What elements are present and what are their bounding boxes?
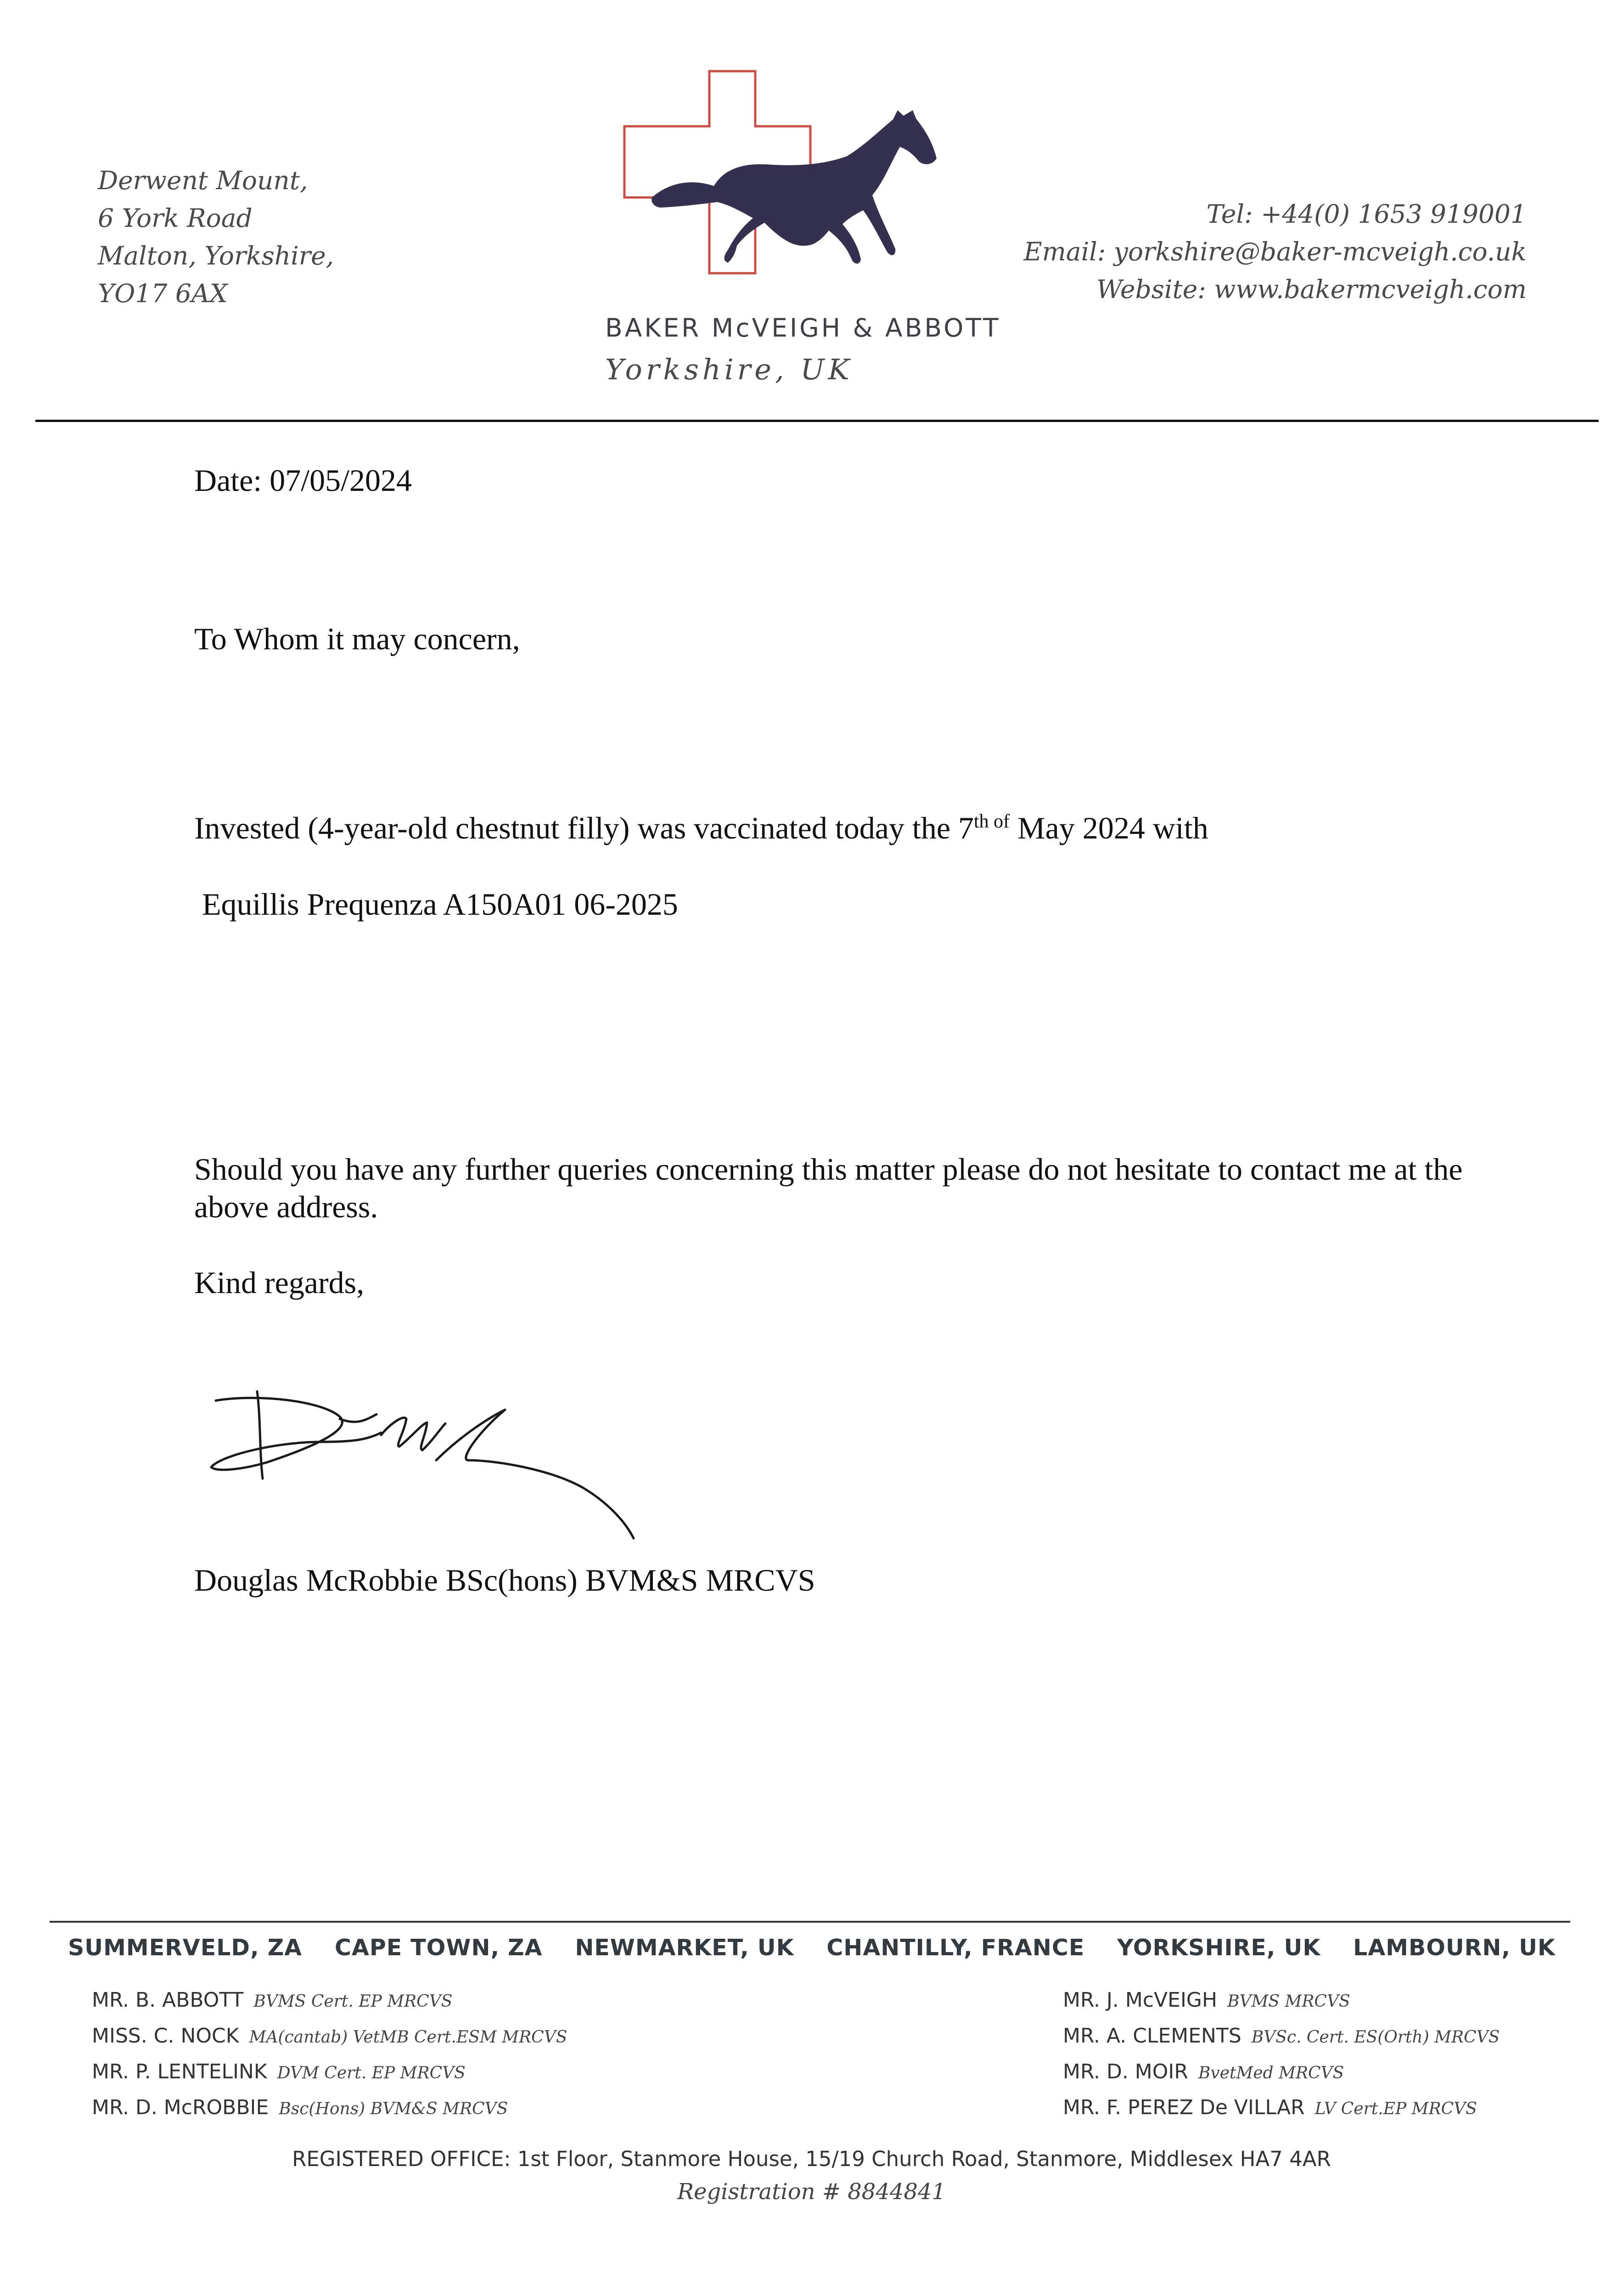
vet-entry [92,2019,567,2054]
signature-icon [202,1373,707,1557]
horse-cross-logo-icon [615,64,983,285]
vet-name: MR. B. ABBOTT [92,1988,244,2012]
vet-entry [92,1983,567,2019]
registration-number: Registration # 8844841 [677,2179,946,2205]
vet-name: MR. P. LENTELINK [92,2060,267,2083]
vaccination-statement [194,809,1208,847]
vet-qualifications: LV Cert.EP MRCVS [1314,2099,1477,2118]
vet-name: MR. D. MOIR [1063,2060,1188,2083]
vets-list-right [1063,1983,1499,2126]
address-line: Derwent Mount, [98,166,308,195]
address-line: YO17 6AX [98,279,228,308]
vet-entry [1063,2054,1499,2090]
vet-qualifications: Bsc(Hons) BVM&S MRCVS [279,2099,508,2118]
location-item: SUMMERVELD, ZA [68,1935,303,1961]
location-item: CAPE TOWN, ZA [334,1935,543,1961]
horse-icon [651,110,937,264]
vets-list-left [92,1983,567,2126]
letter-closing: Kind regards, [194,1265,365,1300]
location-item: YORKSHIRE, UK [1117,1935,1321,1961]
location-item: LAMBOURN, UK [1353,1935,1556,1961]
brand-name: BAKER McVEIGH & ABBOTT [605,313,1001,343]
footer-divider [50,1921,1570,1923]
address-line: Malton, Yorkshire, [98,241,334,270]
address-line: 6 York Road [98,203,253,233]
vet-qualifications: BVSc. Cert. ES(Orth) MRCVS [1251,2028,1500,2047]
location-item: NEWMARKET, UK [575,1935,794,1961]
vet-name: MISS. C. NOCK [92,2024,239,2048]
vet-name: MR. F. PEREZ De VILLAR [1063,2096,1305,2119]
registered-office: REGISTERED OFFICE: 1st Floor, Stanmore House, 15/19 Church Road, Stanmore, Middlesex HA7 4AR [292,2147,1331,2171]
location-item: CHANTILLY, FRANCE [826,1935,1085,1961]
vet-entry [1063,2090,1499,2126]
vet-entry [92,2090,567,2126]
vet-name: MR. D. McROBBIE [92,2096,269,2119]
queries-paragraph: Should you have any further queries concerning this matter please do not hesitate to contact me at the above address. [194,1152,1463,1224]
office-locations [68,1935,1556,1961]
contact-website: Website: www.bakermcveigh.com [1096,275,1527,304]
vet-qualifications: MA(cantab) VetMB Cert.ESM MRCVS [249,2028,567,2047]
vaccination-text-start: Invested (4-year-old chestnut filly) was vaccinated today the 7 [194,810,974,845]
vet-qualifications: BVMS MRCVS [1227,1992,1350,2011]
practice-address [98,162,334,312]
header-divider [35,420,1599,422]
vaccination-text-end: May 2024 with [1010,810,1208,845]
contact-email: Email: yorkshire@baker-mcveigh.co.uk [1023,237,1527,266]
vaccine-product: Equillis Prequenza A150A01 06-2025 [202,887,678,922]
vet-entry [1063,1983,1499,2019]
signer-name: Douglas McRobbie BSc(hons) BVM&S MRCVS [194,1563,815,1598]
ordinal-suffix: th of [974,811,1010,832]
vet-name: MR. J. McVEIGH [1063,1988,1218,2012]
letter-greeting: To Whom it may concern, [194,621,520,656]
contact-phone: Tel: +44(0) 1653 919001 [1206,199,1527,229]
vet-qualifications: BvetMed MRCVS [1198,2064,1344,2082]
vet-entry [1063,2019,1499,2054]
vet-qualifications: DVM Cert. EP MRCVS [277,2064,466,2082]
practice-contact [976,195,1527,308]
vet-name: MR. A. CLEMENTS [1063,2024,1241,2048]
vet-qualifications: BVMS Cert. EP MRCVS [253,1992,453,2011]
vet-entry [92,2054,567,2090]
letter-date: Date: 07/05/2024 [194,463,412,498]
brand-location: Yorkshire, UK [605,353,853,386]
